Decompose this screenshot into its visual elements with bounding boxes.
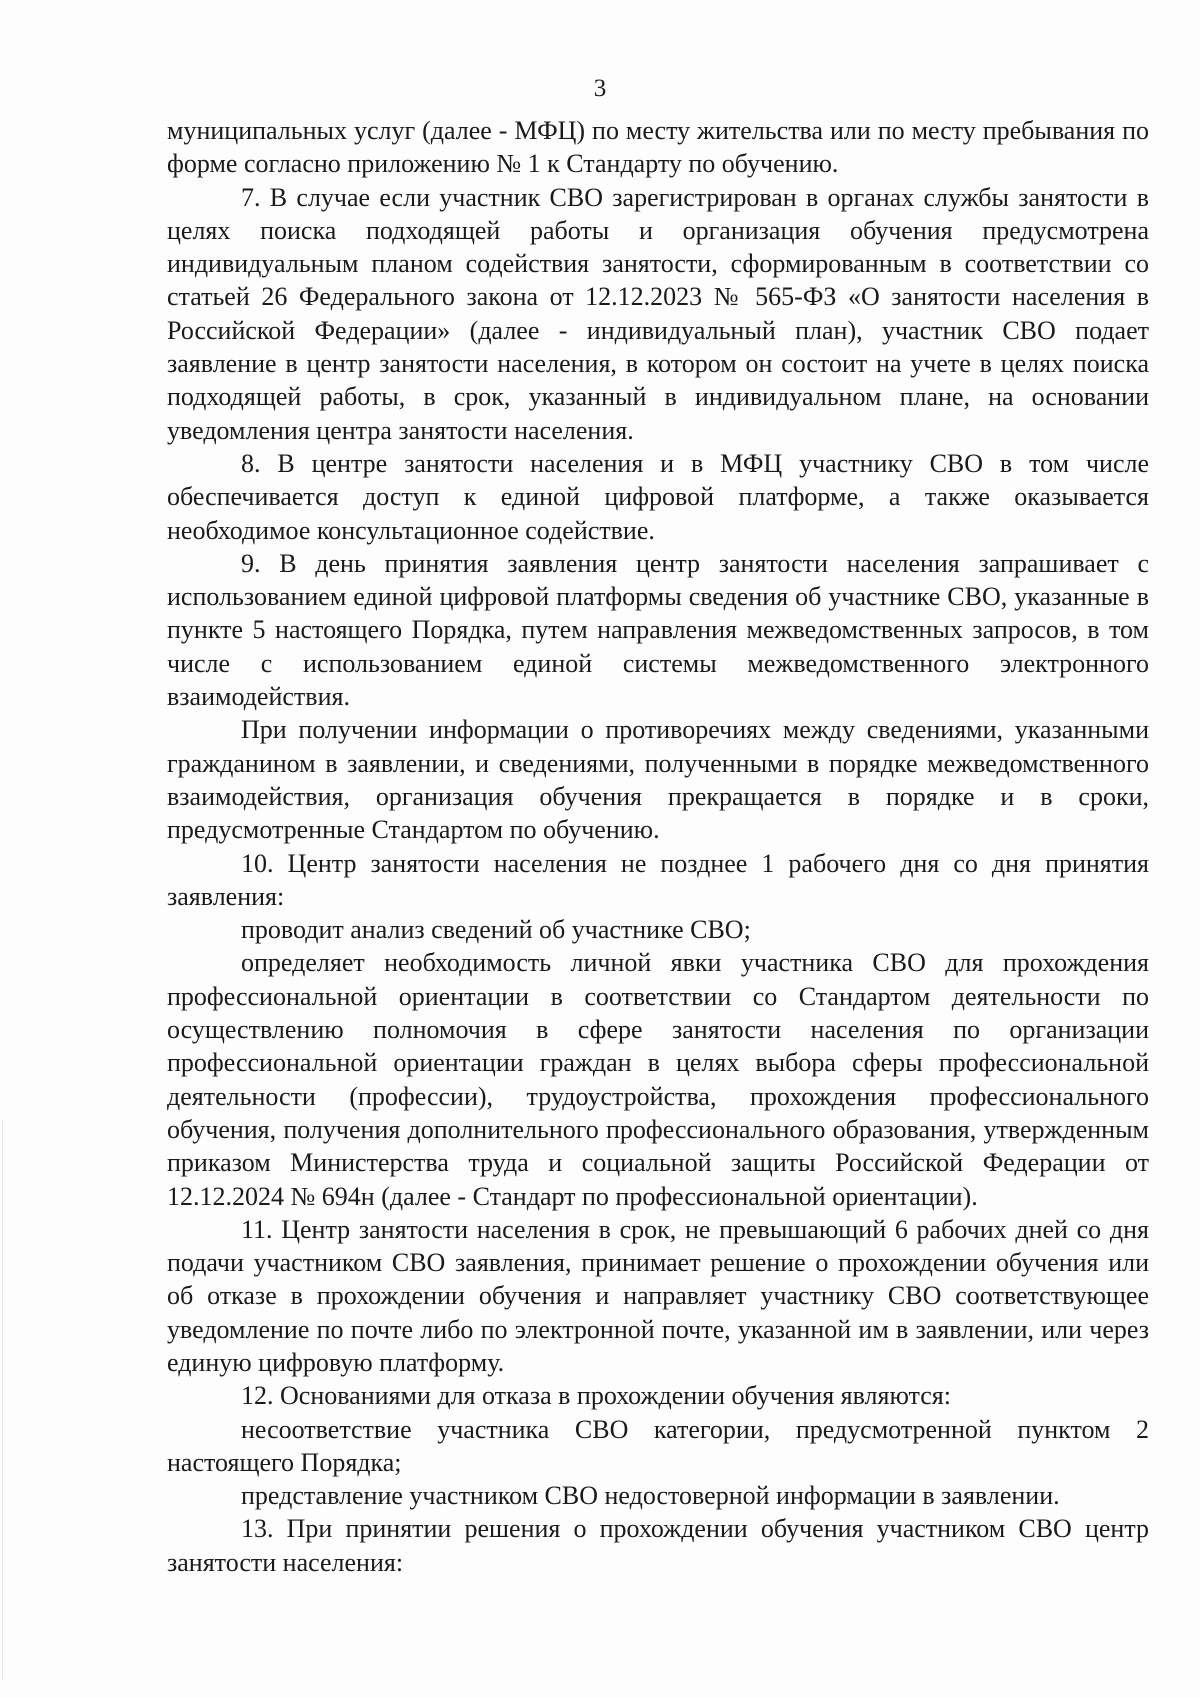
paragraph-item-12-mismatch: несоответствие участника СВО категории, предусмотренной пунктом 2 настоящего Порядка; bbox=[167, 1414, 1149, 1477]
scan-edge-line bbox=[2, 1120, 3, 1680]
paragraph-item-12-false-info: представление участником СВО недостоверной информации в заявлении. bbox=[241, 1481, 1060, 1511]
paragraph-item-11: 11. Центр занятости населения в срок, не превышающий 6 рабочих дней со дня подачи участником СВО заявления, принимает решение о прохождении обучения или об отказе в прохождении обучения и направляет участнику СВО соответствующее уведомление по почте либо по электронной почте, указанной им в заявлении, или через единую цифровую платформу. bbox=[167, 1214, 1149, 1377]
paragraph-item-7: 7. В случае если участник СВО зарегистрирован в органах службы занятости в целях поиска подходящей работы и организация обучения предусмотрена индивидуальным планом содействия занятости, сформированным в соответствии со статьей 26 Федерального закона от 12.12.2023 № 565-ФЗ «О занятости населения в Российской Федерации» (далее - индивидуальный план), участник СВО подает заявление в центр занятости населения, в котором он состоит на учете в целях поиска подходящей работы, в срок, указанный в индивидуальном плане, на основании уведомления центра занятости населения. bbox=[167, 182, 1149, 445]
paragraph-item-9-contradictions: При получении информации о противоречиях между сведениями, указанными гражданином в заявлении, и сведениями, полученными в порядке межведомственного взаимодействия, организация обучения прекращается в порядке и в сроки, предусмотренные Стандартом по обучению. bbox=[167, 715, 1149, 845]
paragraph-item-13: 13. При принятии решения о прохождении обучения участником СВО центр занятости населения: bbox=[167, 1514, 1149, 1577]
paragraph-item-10-analysis: проводит анализ сведений об участнике СВО; bbox=[241, 915, 751, 945]
paragraph-item-9: 9. В день принятия заявления центр занятости населения запрашивает с использованием единой цифровой платформы сведения об участнике СВО, указанные в пункте 5 настоящего Порядка, путем направления межведомственных запросов, в том числе с использованием единой системы межведомственного электронного взаимодействия. bbox=[167, 548, 1149, 712]
page-number: 3 bbox=[593, 75, 607, 102]
paragraph-item-10-orientation: определяет необходимость личной явки участника СВО для прохождения профессиональной ориентации в соответствии со Стандартом деятельности по осуществлению полномочия в сфере занятости населения по организации профессиональной ориентации граждан в целях выбора сферы профессиональной деятельности (профессии), трудоустройства, прохождения профессионального обучения, получения дополнительного профессионального образования, утвержденным приказом Министерства труда и социальной защиты Российской Федерации от 12.12.2024 № 694н (далее - Стандарт по профессиональной ориентации). bbox=[167, 948, 1149, 1211]
paragraph-continuation: муниципальных услуг (далее - МФЦ) по месту жительства или по месту пребывания по форме согласно приложению № 1 к Стандарту по обучению. bbox=[167, 116, 1149, 179]
document-body bbox=[167, 114, 1149, 1579]
paragraph-item-12: 12. Основаниями для отказа в прохождении обучения являются: bbox=[241, 1381, 951, 1411]
paragraph-item-10: 10. Центр занятости населения не позднее 1 рабочего дня со дня принятия заявления: bbox=[167, 848, 1149, 911]
paragraph-item-8: 8. В центре занятости населения и в МФЦ участнику СВО в том числе обеспечивается доступ к единой цифровой платформе, а также оказывается необходимое консультационное содействие. bbox=[167, 448, 1149, 545]
